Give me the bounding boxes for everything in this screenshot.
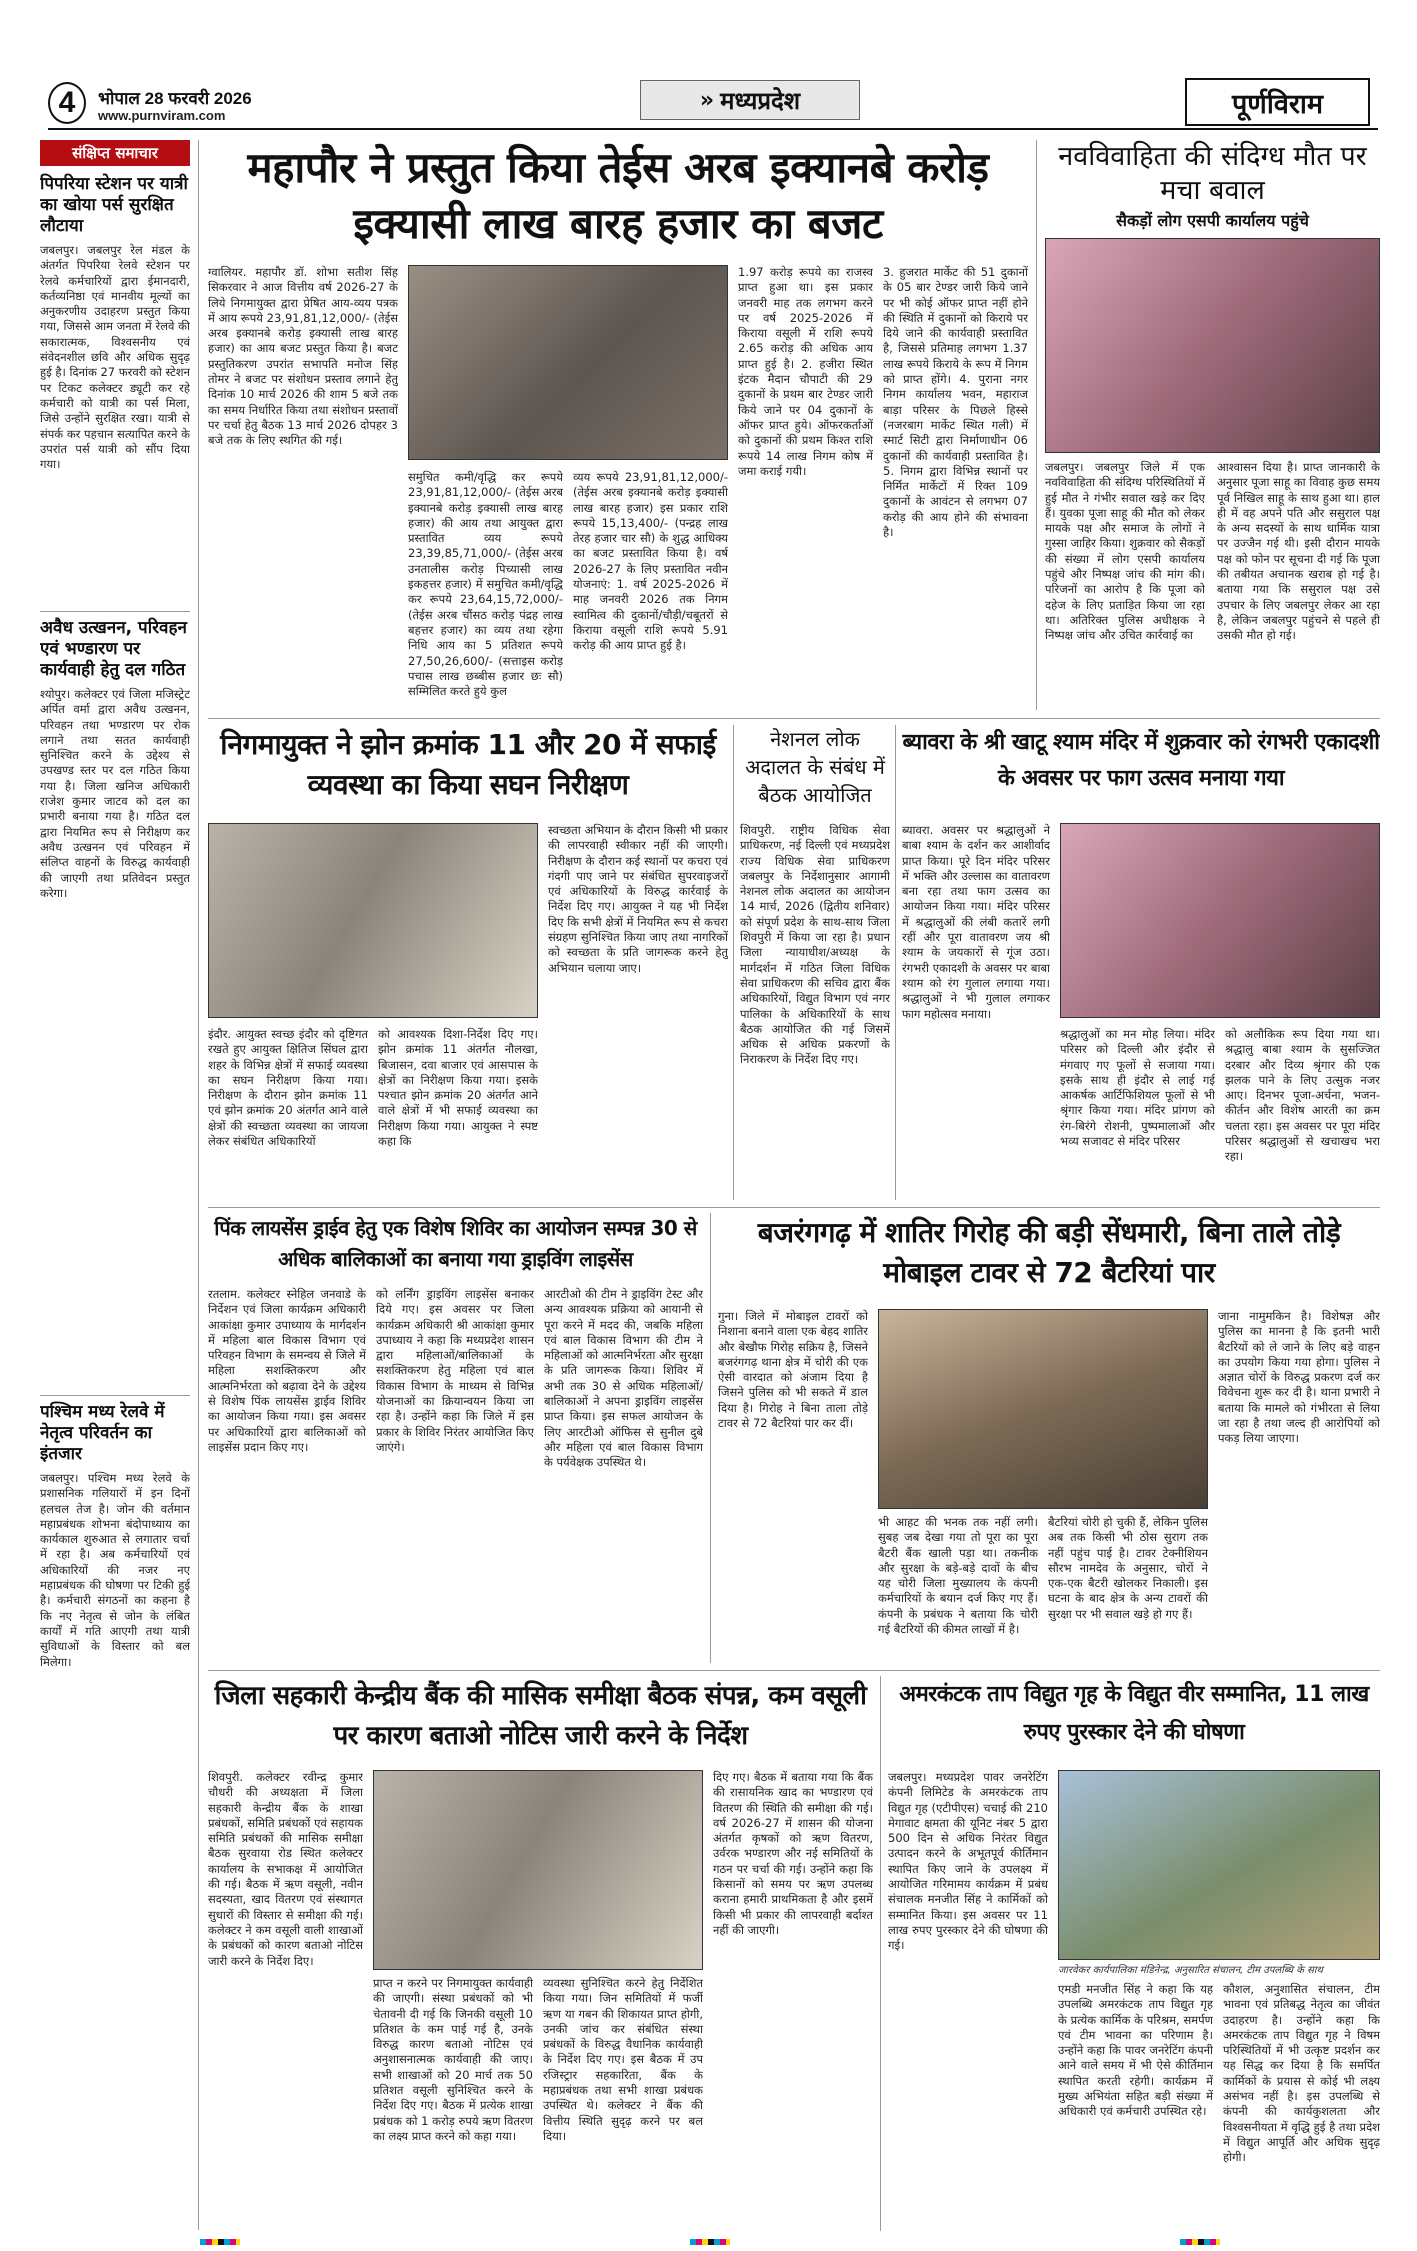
khatu-col-3: को अलौकिक रूप दिया गया था। श्रद्धालु बाबा श्याम के सुसज्जित दरबार और दिव्य श्रृंगार की एक झलक पाने के लिए उत्सुक नजर आए। दिनभर पूजा-अर्चना, भजन-कीर्तन और विशेष आरती का क्रम चलता रहा। इस अवसर पर पूरा मंदिर परिसर श्रद्धालुओं से खचाखच भरा रहा। bbox=[1225, 1027, 1380, 1164]
story-lok-adalat bbox=[740, 725, 890, 1200]
lead-photo bbox=[408, 265, 728, 460]
lok-adalat-body: शिवपुरी. राष्ट्रीय विधिक सेवा प्राधिकरण, नई दिल्ली एवं मध्यप्रदेश राज्य विधिक सेवा प्राधिकरण जबलपुर के निर्देशानुसार आगामी नेशनल लोक अदालत का आयोजन 14 मार्च, 2026 (द्वितीय शनिवार) को संपूर्ण प्रदेश के साथ-साथ जिला शिवपुरी में किया जा रहा है। प्रधान जिला न्यायाधीश/अध्यक्ष के मार्गदर्शन में गठित जिला विधिक सेवा प्राधिकरण की सचिव द्वारा बैंक अधिकारियों, विद्युत विभाग एवं नगर पालिका के अधिकारियों के साथ बैठक आयोजित की गई जिसमें अधिक से अधिक प्रकरणों के निराकरण के निर्देश दिए गए। bbox=[740, 823, 890, 1067]
lead-story bbox=[208, 140, 1028, 710]
khatu-headline: ब्यावरा के श्री खाटू श्याम मंदिर में शुक्रवार को रंगभरी एकादशी के अवसर पर फाग उत्सव मनाया गया bbox=[902, 730, 1380, 791]
bank-meeting-photo bbox=[373, 1770, 703, 1970]
bank-headline: जिला सहकारी केन्द्रीय बैंक की मासिक समीक्षा बैठक संपन्न, कम वसूली पर कारण बताओ नोटिस जारी करने के निर्देश bbox=[214, 1681, 867, 1751]
sidebar-story-1-title: पिपरिया स्टेशन पर यात्री का खोया पर्स सुरक्षित लौटाया bbox=[40, 174, 188, 236]
page-number: 4 bbox=[48, 82, 86, 124]
license-headline: पिंक लायसेंस ड्राईव हेतु एक विशेष शिविर का आयोजन सम्पन्न 30 से अधिक बालिकाओं का बनाया गया ड्राइविंग लाइसेंस bbox=[214, 1216, 697, 1271]
sidebar-story-2-body: श्योपुर। कलेक्टर एवं जिला मजिस्ट्रेट अर्पित वर्मा द्वारा अवैध उत्खनन, परिवहन तथा भण्डारण पर रोक लगाने तथा सतत कार्यवाही सुनिश्चित करने के उद्देश्य से उपखण्ड स्तर पर दल गठित किया गया है। जिला खनिज अधिकारी राजेश कुमार जाटव को दल का प्रभारी बनाया गया है। गठित दल द्वारा नियमित रूप से निरीक्षण कर अवैध उत्खनन एवं परिवहन में संलिप्त वाहनों के विरुद्ध कार्यवाही की जाएगी तथा प्रतिवेदन प्रस्तुत करेगा। bbox=[40, 687, 190, 900]
story-pink-license bbox=[208, 1213, 703, 1663]
story-bride-death bbox=[1045, 140, 1380, 710]
story-khatu-shyam bbox=[902, 725, 1380, 1200]
section-name: मध्यप्रदेश bbox=[720, 86, 801, 115]
tower-col-4: जाना नामुमकिन है। विशेषज्ञ और पुलिस का मानना है कि इतनी भारी बैटरियों को ले जाने के लिए बड़े वाहन का उपयोग किया गया होगा। पुलिस ने अज्ञात चोरों के विरुद्ध प्रकरण दर्ज कर विवेचना शुरू कर दी है। थाना प्रभारी ने बताया कि मामले को गंभीरता से लिया जा रहा है तथा जल्द ही आरोपियों को पकड़ लिया जाएगा। bbox=[1218, 1309, 1380, 1446]
masthead bbox=[0, 0, 1417, 130]
tower-col-1: गुना। जिले में मोबाइल टावरों को निशाना बनाने वाला एक बेहद शातिर और बेखौफ गिरोह सक्रिय है, जिसने बजरंगगढ़ थाना क्षेत्र में चोरी की एक ऐसी वारदात को अंजाम दिया है जिसने पुलिस को भी सकते में डाल दिया है। गिरोह ने बिना ताला तोड़े टावर से 72 बैटरियां पार कर दीं। bbox=[718, 1309, 868, 1431]
bride-headline: नवविवाहिता की संदिग्ध मौत पर मचा बवाल bbox=[1058, 141, 1367, 206]
website-url[interactable]: www.purnviram.com bbox=[98, 108, 226, 123]
khatu-photo bbox=[1060, 823, 1380, 1018]
khatu-col-1: ब्यावरा. अवसर पर श्रद्धालुओं ने बाबा श्याम के दर्शन कर आशीर्वाद प्राप्त किया। पूरे दिन मंदिर परिसर में भक्ति और उल्लास का वातावरण बना रहा तथा फाग उत्सव का आयोजन किया गया। मंदिर परिसर में श्रद्धालुओं की लंबी कतारें लगी रहीं और पूरा वातावरण जय श्री श्याम के जयकारों से गूंज उठा। रंगभरी एकादशी के अवसर पर बाबा श्याम को रंग गुलाल लगाया गया। श्रद्धालुओं ने भी गुलाल लगाकर फाग महोत्सव मनाया। bbox=[902, 823, 1050, 1021]
story-bank-meeting bbox=[208, 1676, 873, 2231]
tower-photo bbox=[878, 1309, 1208, 1509]
amarkantak-col-1: जबलपुर। मध्यप्रदेश पावर जनरेटिंग कंपनी लिमिटेड के अमरकंटक ताप विद्युत गृह (एटीपीएस) चचाई की 210 मेगावाट क्षमता की यूनिट नंबर 5 द्वारा 500 दिन से अधिक निरंतर विद्युत उत्पादन करने के अभूतपूर्व कीर्तिमान स्थापित किए जाने के उपलक्ष्य में आयोजित गरिमामय कार्यक्रम में प्रबंध संचालक मनजीत सिंह ने कार्मिकों को सम्मानित किया। इस अवसर पर 11 लाख रुपए पुरस्कार देने की घोषणा की गई। bbox=[888, 1770, 1048, 1953]
lead-col-4: 1.97 करोड़ रूपये का राजस्व प्राप्त हुआ था। इस प्रकार जनवरी माह तक लगभग करने पर वर्ष 2025-2026 में किराया वसूली में राशि रूपये 2.65 करोड़ की अधिक आय प्राप्त हुई है। 2. हजीरा स्थित इंटक मैदान चौपाटी की 29 दुकानों के प्रथम बार टेण्डर जारी किये जाने पर 04 दुकानों के ऑफर प्राप्त हुये। ऑफरकर्ताओं को दुकानों की प्रथम किश्त राशि रूपये 14 लाख निगम कोष में जमा कराई गयी। bbox=[738, 265, 873, 478]
amarkantak-headline: अमरकंटक ताप विद्युत गृह के विद्युत वीर सम्मानित, 11 लाख रुपए पुरस्कार देने की घोषणा bbox=[899, 1682, 1369, 1745]
lead-headline: महापौर ने प्रस्तुत किया तेईस अरब इक्यानबे करोड़ इक्यासी लाख बारह हजार का बजट bbox=[247, 143, 989, 248]
sidebar-story-3-body: जबलपुर। पश्चिम मध्य रेलवे के प्रशासनिक गलियारों में इन दिनों हलचल तेज है। जोन की वर्तमान महाप्रबंधक शोभना बंदोपाध्याय का कार्यकाल शुरुआत से लगातार चर्चा में रहा है। अब कर्मचारियों एवं अधिकारियों की नजर नए महाप्रबंधक की घोषणा पर टिकी हुई है। कर्मचारी संगठनों का कहना है कि नए नेतृत्व से जोन के लंबित कार्यों में गति आएगी तथा यात्री सुविधाओं के विस्तार को बल मिलेगा। bbox=[40, 1471, 190, 1669]
inspection-photo bbox=[208, 823, 538, 1018]
tower-col-2: भी आहट की भनक तक नहीं लगी। सुबह जब देखा गया तो पूरा का पूरा बैटरी बैंक खाली पड़ा था। तकनीक और सुरक्षा के बड़े-बड़े दावों के बीच यह चोरी जिला मुख्यालय के कंपनी कर्मचारियों के बयान दर्ज किए गए हैं। कंपनी के प्रबंधक ने बताया कि चोरी गई बैटरियों की कीमत लाखों में है। bbox=[878, 1515, 1038, 1637]
lead-col-1: ग्वालियर. महापौर डॉ. शोभा सतीश सिंह सिकरवार ने आज वित्तीय वर्ष 2026-27 के लिये निगमायुक्त द्वारा प्रेषित आय-व्यय पत्रक में आय रूपये 23,91,81,12,000/- (तेईस अरब इक्यानबे करोड़ इक्यासी लाख बारह हजार) का आय बजट प्रस्तुत किया है। बजट प्रस्तुतिकरण उपरांत सभापति मनोज सिंह तोमर ने बजट पर संशोधन प्रस्ताव लगाने हेतु दिनांक 10 मार्च 2026 की शाम 5 बजे तक का समय निर्धारित किया तथा संशोधन प्रस्तावों पर चर्चा हेतु बैठक 13 मार्च 2026 दोपहर 3 बजे तक के लिए स्थगित की गई। bbox=[208, 265, 398, 448]
bank-col-1: शिवपुरी. कलेक्टर रवीन्द्र कुमार चौधरी की अध्यक्षता में जिला सहकारी केन्द्रीय बैंक के शाखा प्रबंधकों, समिति प्रबंधकों एवं सहायक समिति प्रबंधकों की मासिक समीक्षा बैठक सुरवाया रोड स्थित कलेक्टर कार्यालय के सभाकक्ष में आयोजित की गई। बैठक में ऋण वसूली, नवीन सदस्यता, खाद वितरण एवं संस्थागत सुधारों की विस्तार से समीक्षा की गई। कलेक्टर ने कम वसूली वाली शाखाओं के प्रबंधकों को कारण बताओ नोटिस जारी करने के निर्देश दिए। bbox=[208, 1770, 363, 1968]
lead-col-3: व्यय रूपये 23,91,81,12,000/- (तेईस अरब इक्यानबे करोड़ इक्यासी लाख बारह हजार) इस प्रकार राशि रूपये 15,13,400/- (पन्द्रह लाख तेरह हजार चार सौ) के शुद्ध आधिक्य का बजट प्रस्तावित किया है। वर्ष 2026-27 के लिए प्रस्तावित नवीन योजनाएं: 1. वर्ष 2025-2026 में माह जनवरी 2026 तक निगम स्वामित्व की दुकानों/चौड़ी/चबूतरों से किराया वसूली राशि रूपये 5.91 करोड़ की आय प्राप्त हुई है। bbox=[573, 470, 728, 653]
section-banner bbox=[640, 80, 860, 120]
sidebar-story-3-title: पश्चिम मध्य रेलवे में नेतृत्व परिवर्तन का इंतजार bbox=[40, 1395, 190, 1465]
khatu-col-2: श्रद्धालुओं का मन मोह लिया। मंदिर परिसर को दिल्ली और इंदौर से मंगवाए गए फूलों से सजाया गया। इसके साथ ही इंदौर से लाई गई आकर्षक आर्टिफिशियल फूलों से भी श्रृंगार किया गया। मंदिर प्रांगण को रंग-बिरंगे रोशनी, पुष्पमालाओं और भव्य सजावट से मंदिर परिसर bbox=[1060, 1027, 1215, 1149]
tower-col-3: बैटरियां चोरी हो चुकी हैं, लेकिन पुलिस अब तक किसी भी ठोस सुराग तक नहीं पहुंच पाई है। टावर टेक्नीशियन सौरभ नामदेव के अनुसार, चोरों ने एक-एक बैटरी खोलकर निकाली। इस घटना के बाद क्षेत्र के अन्य टावरों की सुरक्षा पर भी सवाल खड़े हो गए हैं। bbox=[1048, 1515, 1208, 1621]
story-tower-theft bbox=[718, 1213, 1380, 1663]
lok-adalat-headline: नेशनल लोक अदालत के संबंध में बैठक आयोजित bbox=[745, 727, 885, 807]
inspection-col-1: इंदौर. आयुक्त स्वच्छ इंदौर को दृष्टिगत रखते हुए आयुक्त क्षितिज सिंघल द्वारा शहर के विभिन्न क्षेत्रों में सफाई व्यवस्था का सघन निरीक्षण किया गया। निरीक्षण के दौरान झोन क्रमांक 11 एवं झोन क्रमांक 20 अंतर्गत आने वाले क्षेत्रों की स्वच्छता व्यवस्था का जायजा लेकर संबंधित अधिकारियों bbox=[208, 1027, 368, 1149]
lead-col-5: 3. हुजरात मार्केट की 51 दुकानों के 05 बार टेण्डर जारी किये जाने पर भी कोई ऑफर प्राप्त नहीं होने की स्थिति में दुकानों को किराये पर दिये जाने की कार्यवाही प्रस्तावित है, जिससे प्रतिमाह लगभग 1.37 लाख रूपये किराये के रूप में निगम को प्राप्त होंगे। 4. पुराना नगर निगम कार्यालय भवन, महाराज बाड़ा परिसर के पिछले हिस्से (नजरबाग मार्केट स्थित गली) में स्मार्ट सिटी द्वारा निर्माणाधीन 06 दुकानों की कार्यवाही प्रस्तावित है। 5. निगम द्वारा विभिन्न स्थानों पर निर्मित मार्केटों में रिक्त 109 दुकानों के आवंटन से लगभग 07 करोड़ की आय होने की संभावना है। bbox=[883, 265, 1028, 540]
bank-col-4: दिए गए। बैठक में बताया गया कि बैंक की रासायनिक खाद का भण्डारण एवं वितरण की स्थिति की समीक्षा की गई। वर्ष 2026-27 में शासन की योजना अंतर्गत कृषकों को ऋण वितरण, उर्वरक भण्डारण और नई समितियों के गठन पर चर्चा की गई। उन्होंने कहा कि किसानों को समय पर ऋण उपलब्ध कराना हमारी प्राथमिकता है और इसमें किसी भी प्रकार की लापरवाही बर्दाश्त नहीं की जाएगी। bbox=[713, 1770, 873, 1937]
print-registration-marks bbox=[0, 2236, 1417, 2250]
sidebar bbox=[40, 140, 190, 2230]
license-col-1: रतलाम. कलेक्टर स्नेहिल जनवाडे के निर्देशन एवं जिला कार्यक्रम अधिकारी आकांक्षा कुमार उपाध्याय के मार्गदर्शन में महिला बाल विकास विभाग एवं परिवहन विभाग के समन्वय से जिले में महिला सशक्तिकरण और आत्मनिर्भरता को बढ़ावा देने के उद्देश्य से विशेष पिंक लायसेंस ड्राईव शिविर का आयोजन किया गया। इस अवसर पर अधिकारियों द्वारा बालिकाओं को लाइसेंस प्रदान किए गए। bbox=[208, 1287, 366, 1454]
license-col-3: आरटीओ की टीम ने ड्राइविंग टेस्ट और अन्य आवश्यक प्रक्रिया को आयानी से पूरा करने में मदद की, जबकि महिला एवं बाल विकास विभाग की टीम ने महिलाओं को आत्मनिर्भरता और सुरक्षा के प्रति जागरूक किया। शिविर में अभी तक 30 से अधिक महिलाओं/बालिकाओं ने अपना ड्राइविंग लाइसेंस प्राप्त किया। इस सफल आयोजन के लिए आरटीओ ऑफिस से सुनील दुबे और महिला एवं बाल विकास विभाग के पर्यवेक्षक उपस्थित थे। bbox=[544, 1287, 703, 1470]
newspaper-logo: पूर्णविराम bbox=[1185, 78, 1370, 126]
amarkantak-caption: जारवेकर कार्यपालिका मंडिनेन्द्र, अनुसारित संचालन, टीम उपलब्धि के साथ bbox=[1058, 1965, 1323, 1976]
sidebar-story-2-title: अवैध उत्खनन, परिवहन एवं भण्डारण पर कार्यवाही हेतु दल गठित bbox=[40, 611, 190, 681]
license-col-2: को लर्निंग ड्राइविंग लाइसेंस बनाकर दिये गए। इस अवसर पर जिला कार्यक्रम अधिकारी श्री आकांक्षा कुमार उपाध्याय ने कहा कि मध्यप्रदेश शासन द्वारा महिलाओं/बालिकाओं के सशक्तिकरण हेतु महिला एवं बाल विकास विभाग के माध्यम से विभिन्न योजनाओं का क्रियान्वयन किया जा रहा है। उन्होंने कहा कि जिले में इस प्रकार के शिविर निरंतर आयोजित किए जाएंगे। bbox=[376, 1287, 534, 1454]
edition-date: भोपाल 28 फरवरी 2026 bbox=[98, 89, 252, 108]
amarkantak-photo bbox=[1058, 1770, 1380, 1960]
inspection-headline: निगमायुक्त ने झोन क्रमांक 11 और 20 में सफाई व्यवस्था का किया सघन निरीक्षण bbox=[220, 728, 716, 801]
story-amarkantak bbox=[888, 1676, 1380, 2231]
story-inspection bbox=[208, 725, 728, 1200]
bank-col-3: व्यवस्था सुनिश्चित करने हेतु निर्देशित किया गया। जिन समितियों में फर्जी ऋण या गबन की शिकायत प्राप्त होगी, उनकी जांच कर संबंधित संस्था प्रबंधकों के विरुद्ध वैधानिक कार्यवाही के निर्देश दिए गए। इस बैठक में उप रजिस्ट्रार सहकारिता, बैंक के महाप्रबंधक तथा सभी शाखा प्रबंधक उपस्थित थे। कलेक्टर ने बैंक की वित्तीय स्थिति सुदृढ़ करने पर बल दिया। bbox=[543, 1976, 703, 2143]
bride-col-1: जबलपुर। जबलपुर जिले में एक नवविवाहिता की संदिग्ध परिस्थितियों में हुई मौत ने गंभीर सवाल खड़े कर दिए हैं। युवका पूजा साहू की मौत को लेकर मायके पक्ष और समाज के लोगों ने गुस्सा जाहिर किया। शुक्रवार को सैकड़ों की संख्या में लोग एसपी कार्यालय पहुंचे और निष्पक्ष जांच की मांग की। परिजनों का आरोप है कि पूजा को दहेज के लिए प्रताड़ित किया जा रहा था। अतिरिक्त पुलिस अधीक्षक ने निष्पक्ष जांच और उचित कार्रवाई का bbox=[1045, 460, 1205, 643]
bride-col-2: आश्वासन दिया है। प्राप्त जानकारी के अनुसार पूजा साहू का विवाह कुछ समय पूर्व निखिल साहू के साथ हुआ था। हाल ही में वह अपने पति और ससुराल पक्ष के अन्य सदस्यों के साथ धार्मिक यात्रा पर उज्जैन गई थी। इसी दौरान मायके पक्ष को फोन पर सूचना दी गई कि पूजा की तबीयत अचानक खराब हो गई है। बताया गया कि ससुराल पक्ष उसे उपचार के लिए जबलपुर लेकर आ रहा है, लेकिन जबलपुर पहुंचने से पहले ही उसकी मौत हो गई। bbox=[1217, 460, 1380, 643]
bride-subheadline: सैकड़ों लोग एसपी कार्यालय पहुंचे bbox=[1116, 211, 1309, 230]
bride-protest-photo bbox=[1045, 238, 1380, 453]
inspection-col-3: स्वच्छता अभियान के दौरान किसी भी प्रकार की लापरवाही स्वीकार नहीं की जाएगी। निरीक्षण के दौरान कई स्थानों पर कचरा एवं गंदगी पाए जाने पर संबंधित सुपरवाइजरों एवं अधिकारियों के विरुद्ध कार्रवाई के निर्देश दिए गए। आयुक्त ने यह भी निर्देश दिए कि सभी क्षेत्रों में नियमित रूप से कचरा संग्रहण सुनिश्चित किया जाए तथा नागरिकों को स्वच्छता के प्रति जागरूक करने हेतु अभियान चलाया जाए। bbox=[548, 823, 728, 975]
tower-headline: बजरंगगढ़ में शातिर गिरोह की बड़ी सेंधमारी, बिना ताले तोड़े मोबाइल टावर से 72 बैटरियां पार bbox=[757, 1216, 1341, 1289]
sidebar-story-1-body: जबलपुर। जबलपुर रेल मंडल के अंतर्गत पिपरिया रेलवे स्टेशन पर रेलवे कर्मचारियों द्वारा ईमानदारी, कर्तव्यनिष्ठा एवं मानवीय मूल्यों का अनुकरणीय उदाहरण प्रस्तुत किया गया, जिससे आम जनता में रेलवे की सकारात्मक, विश्वसनीय एवं संवेदनशील छवि और अधिक सुदृढ़ हुई है। दिनांक 27 फरवरी को स्टेशन पर टिकट कलेक्टर ड्यूटी कर रहे कर्मचारी को यात्री का पर्स मिला, जिसे उन्होंने सुरक्षित रखा। यात्री से संपर्क कर पहचान सत्यापित करने के उपरांत पर्स यात्री को सौंप दिया गया। bbox=[40, 243, 190, 472]
amarkantak-col-3: कौशल, अनुशासित संचालन, टीम भावना एवं प्रतिबद्ध नेतृत्व का जीवंत उदाहरण है। उन्होंने कहा कि अमरकंटक ताप विद्युत गृह ने विषम परिस्थितियों में भी उत्कृष्ट प्रदर्शन कर यह सिद्ध कर दिया है कि समर्पित कार्मिकों के प्रयास से कोई भी लक्ष्य असंभव नहीं है। इस उपलब्धि से कंपनी की कार्यकुशलता और विश्वसनीयता में वृद्धि हुई है तथा प्रदेश में विद्युत आपूर्ति और अधिक सुदृढ़ होगी। bbox=[1223, 1982, 1380, 2165]
inspection-col-2: को आवश्यक दिशा-निर्देश दिए गए। झोन क्रमांक 11 अंतर्गत नौलखा, बिजासन, दवा बाजार एवं आसपास के क्षेत्रों का निरीक्षण किया गया। इसके पश्चात झोन क्रमांक 20 अंतर्गत आने वाले क्षेत्रों में भी सफाई व्यवस्था का निरीक्षण किया गया। आयुक्त ने स्पष्ट कहा कि bbox=[378, 1027, 538, 1149]
amarkantak-col-2: एमडी मनजीत सिंह ने कहा कि यह उपलब्धि अमरकंटक ताप विद्युत गृह के प्रत्येक कार्मिक के परिश्रम, समर्पण एवं टीम भावना का परिणाम है। उन्होंने कहा कि पावर जनरेटिंग कंपनी आने वाले समय में भी ऐसे कीर्तिमान स्थापित करती रहेगी। कार्यक्रम में मुख्य अभियंता सहित बड़ी संख्या में अधिकारी एवं कर्मचारी उपस्थित रहे। bbox=[1058, 1982, 1213, 2119]
chevron-right-icon: » bbox=[699, 87, 715, 113]
lead-col-2: समुचित कमी/वृद्धि कर रूपये 23,91,81,12,000/- (तेईस अरब इक्यानबे करोड़ इक्यासी लाख बारह हजार) की आय तथा आयुक्त द्वारा प्रस्तावित व्यय रूपये 23,39,85,71,000/- (तेईस अरब उनतालीस करोड़ पिच्यासी लाख इकहत्तर हजार) में समुचित कमी/वृद्धि कर रूपये 23,64,15,72,000/- (तेईस अरब चौंसठ करोड़ पंद्रह लाख बहत्तर हजार) का व्यय तथा रहेगा निधि आय का 5 प्रतिशत रूपये 27,50,26,600/- (सत्ताइस करोड़ पचास लाख छब्बीस हजार छः सौ) सम्मिलित करते हुये कुल bbox=[408, 470, 563, 699]
bank-col-2: प्राप्त न करने पर निगमायुक्त कार्यवाही की जाएगी। संस्था प्रबंधकों को भी चेतावनी दी गई कि जिनकी वसूली 10 प्रतिशत के कम पाई गई है, उनके विरुद्ध कारण बताओ नोटिस एवं अनुशासनात्मक कार्यवाही की जाए। सभी शाखाओं को 20 मार्च तक 50 प्रतिशत वसूली सुनिश्चित करने के निर्देश दिए गए। बैठक में प्रत्येक शाखा प्रबंधक को 1 करोड़ रुपये ऋण वितरण का लक्ष्य प्राप्त करने को कहा गया। bbox=[373, 1976, 533, 2143]
sidebar-label: संक्षिप्त समाचार bbox=[40, 140, 190, 166]
